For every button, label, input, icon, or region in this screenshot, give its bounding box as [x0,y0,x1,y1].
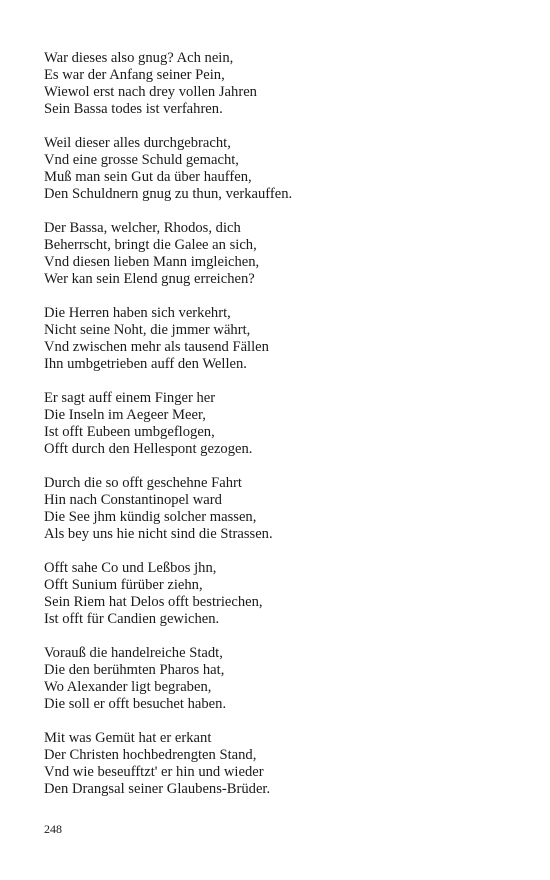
page-number: 248 [44,822,62,836]
poem-line: Sein Bassa todes ist verfahren. [44,101,223,117]
poem-line: Vnd zwischen mehr als tausend Fällen [44,339,269,355]
poem-line: Nicht seine Noht, die jmmer währt, [44,322,251,338]
stanza-3 [44,220,514,288]
poem-line: Muß man sein Gut da über hauffen, [44,169,252,185]
stanza-9 [44,730,514,798]
poem-line: Der Christen hochbedrengten Stand, [44,747,257,763]
poem-line: Ist offt Eubeen umbgeflogen, [44,424,215,440]
poem-line: Als bey uns hie nicht sind die Strassen. [44,526,273,542]
poem-line: Vnd diesen lieben Mann imgleichen, [44,254,260,270]
poem-line: Vorauß die handelreiche Stadt, [44,645,223,661]
poem-line: Wer kan sein Elend gnug erreichen? [44,271,255,287]
stanza-2 [44,135,514,203]
stanza-6 [44,475,514,543]
poem-line: Ihn umbgetrieben auff den Wellen. [44,356,247,372]
stanza-5 [44,390,514,458]
poem-line: War dieses also gnug? Ach nein, [44,50,234,66]
stanza-1 [44,50,514,118]
poem-line: Offt durch den Hellespont gezogen. [44,441,253,457]
poem-line: Er sagt auff einem Finger her [44,390,216,406]
poem-line: Den Schuldnern gnug zu thun, verkauffen. [44,186,293,202]
poem-line: Die Inseln im Aegeer Meer, [44,407,206,423]
stanza-8 [44,645,514,713]
poem-line: Ist offt für Candien gewichen. [44,611,220,627]
poem-line: Den Drangsal seiner Glaubens-Brüder. [44,781,271,797]
poem-line: Vnd eine grosse Schuld gemacht, [44,152,239,168]
poem-line: Die soll er offt besuchet haben. [44,696,227,712]
poem-line: Hin nach Constantinopel ward [44,492,222,508]
poem-line: Die See jhm kündig solcher massen, [44,509,257,525]
stanza-4 [44,305,514,373]
poem-line: Offt Sunium fürüber ziehn, [44,577,203,593]
poem-line: Es war der Anfang seiner Pein, [44,67,225,83]
poem-line: Mit was Gemüt hat er erkant [44,730,212,746]
poem-line: Die Herren haben sich verkehrt, [44,305,231,321]
poem-line: Vnd wie beseufftzt' er hin und wieder [44,764,264,780]
poem-line: Weil dieser alles durchgebracht, [44,135,231,151]
poem-line: Wo Alexander ligt begraben, [44,679,212,695]
poem-line: Der Bassa, welcher, Rhodos, dich [44,220,241,236]
poem-line: Die den berühmten Pharos hat, [44,662,225,678]
poem-line: Durch die so offt geschehne Fahrt [44,475,242,491]
poem-text [44,50,514,815]
poem-line: Beherrscht, bringt die Galee an sich, [44,237,257,253]
poem-line: Sein Riem hat Delos offt bestriechen, [44,594,263,610]
stanza-7 [44,560,514,628]
poem-line: Offt sahe Co und Leßbos jhn, [44,560,217,576]
poem-line: Wiewol erst nach drey vollen Jahren [44,84,257,100]
